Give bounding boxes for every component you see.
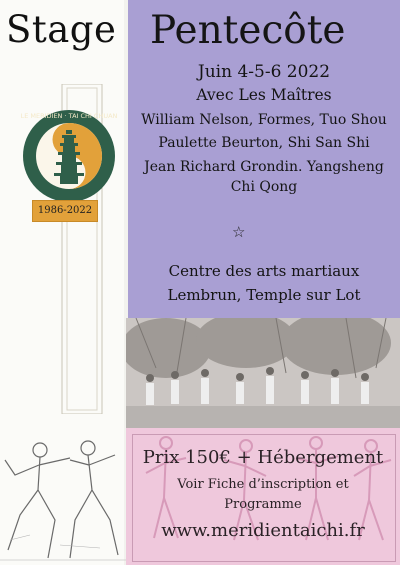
price-text: Prix 150€ + Hébergement <box>142 447 384 468</box>
registration-note-line-1: Voir Fiche d’inscription et <box>177 477 349 492</box>
website-link[interactable]: www.meridientaichi.fr <box>161 520 365 541</box>
venue-name: Centre des arts martiaux <box>168 262 360 280</box>
pagoda-emblem-icon <box>16 108 122 204</box>
logo-ring-text: LE MERIDIEN · TAI CHI CHUAN <box>20 112 118 120</box>
masters-line-3: Jean Richard Grondin. Yangsheng <box>144 159 384 175</box>
venue-address: Lembrun, Temple sur Lot <box>167 286 361 304</box>
group-practice-photo <box>126 318 400 428</box>
years-badge: 1986-2022 <box>32 200 98 222</box>
page-title: Pentecôte <box>150 8 346 53</box>
masters-line-4: Chi Qong <box>230 179 298 195</box>
star-separator-icon: ☆ <box>232 223 246 241</box>
tai-chi-sketch-illustration <box>0 420 126 565</box>
registration-note-line-2: Programme <box>224 497 302 512</box>
event-dates: Juin 4-5-6 2022 <box>197 62 331 82</box>
masters-line-2: Paulette Beurton, Shi San Shi <box>158 135 370 151</box>
masters-line-1: William Nelson, Formes, Tuo Shou <box>141 112 387 128</box>
masters-intro: Avec Les Maîtres <box>196 86 332 104</box>
stage-title: Stage <box>6 8 117 51</box>
